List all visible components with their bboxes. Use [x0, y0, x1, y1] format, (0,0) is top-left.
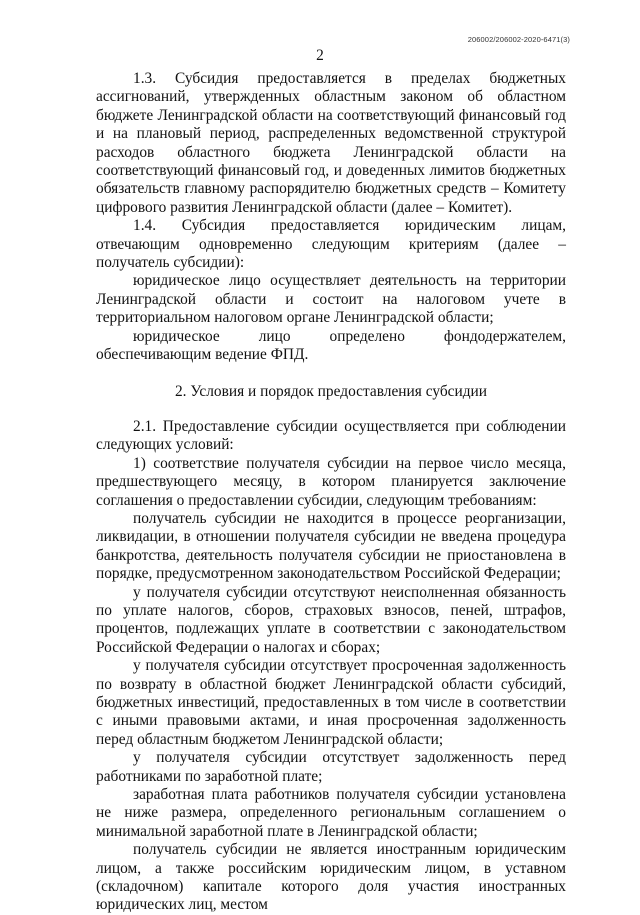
paragraph-1-4: 1.4. Субсидия предоставляется юридическим лицам, отвечающим одновременно следующим критериям (далее – получатель субсидии): — [96, 217, 566, 272]
requirement-no-budget-debt: у получателя субсидии отсутствует просроченная задолженность по возврату в областной бюджет Ленинградской области субсидий, бюджетных инвестиций, предоставленных в том числе в соответствии с иными правовыми актами, и иная просроченная задолженность перед областным бюджетом Ленинградской области; — [96, 657, 566, 748]
document-body — [96, 70, 566, 915]
requirement-no-wage-debt: у получателя субсидии отсутствует задолженность перед работниками по заработной плате; — [96, 749, 566, 785]
section-title: 2. Условия и порядок предоставления субсидии — [174, 382, 488, 400]
condition-1: 1) соответствие получателя субсидии на первое число месяца, предшествующего месяцу, в котором планируется заключение соглашения о предоставлении субсидии, следующим требованиям: — [96, 454, 566, 509]
requirement-no-reorganization: получатель субсидии не находится в процессе реорганизации, ликвидации, в отношении получателя субсидии не введена процедура банкротства, деятельность получателя субсидии не приостановлена в порядке, предусмотренном законодательством Российской Федерации; — [96, 509, 566, 583]
document-id: 206002/206002-2020-6471(3) — [467, 35, 570, 44]
requirement-no-tax-debt: у получателя субсидии отсутствуют неисполненная обязанность по уплате налогов, сборов, страховых взносов, пеней, штрафов, процентов, подлежащих уплате в соответствии с законодательством Российской Федерации о налогах и сборах; — [96, 583, 566, 656]
requirement-minimum-wage: заработная плата работников получателя субсидии установлена не ниже размера, определенного региональным соглашением о минимальной заработной плате в Ленинградской области; — [96, 786, 566, 840]
paragraph-1-3: 1.3. Субсидия предоставляется в пределах бюджетных ассигнований, утвержденных областным законом об областном бюджете Ленинградской области на соответствующий финансовый год и на плановый период, распределенных ведомственной структурой расходов областного бюджета Ленинградской области на соответствующий финансовый год, и доведенных лимитов бюджетных обязательств главному распорядителю бюджетных средств – Комитету цифрового развития Ленинградской области (далее – Комитет). — [96, 70, 566, 216]
page-number: 2 — [316, 47, 324, 64]
criterion-territory: юридическое лицо осуществляет деятельность на территории Ленинградской области и состоит на налоговом учете в территориальном налоговом органе Ленинградской области; — [96, 272, 566, 327]
requirement-not-foreign: получатель субсидии не является иностранным юридическим лицом, а также российским юридическим лицом, в уставном (складочном) капитале которого доля участия иностранных юридических лиц, местом — [96, 841, 566, 914]
criterion-fund-holder: юридическое лицо определено фондодержателем, обеспечивающим ведение ФПД. — [96, 327, 566, 364]
paragraph-2-1: 2.1. Предоставление субсидии осуществляется при соблюдении следующих условий: — [96, 417, 566, 454]
